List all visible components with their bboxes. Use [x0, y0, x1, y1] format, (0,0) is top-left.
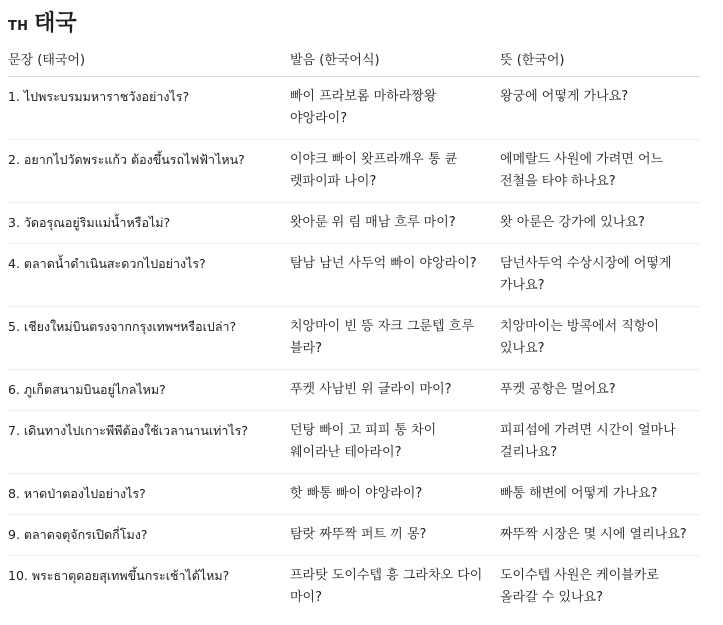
thai-sentence-cell: 9. ตลาดจตุจักรเปิดกี่โมง? [8, 515, 290, 556]
table-row [8, 203, 700, 244]
table-row [8, 556, 700, 619]
table-row [8, 244, 700, 307]
pronunciation-cell: 이야크 빠이 왓프라깨우 통 큔 렛파이파 나이? [290, 140, 500, 203]
thai-sentence-cell: 1. ไปพระบรมมหาราชวังอย่างไร? [8, 77, 290, 140]
pronunciation-cell: 푸켓 사남빈 위 글라이 마이? [290, 370, 500, 411]
thai-sentence-cell: 2. อยากไปวัดพระแก้ว ต้องขึ้นรถไฟฟ้าไหน? [8, 140, 290, 203]
table-row [8, 370, 700, 411]
table-row [8, 515, 700, 556]
page-title: 태국 [34, 11, 77, 36]
column-header-thai: 문장 (태국어) [8, 48, 290, 77]
meaning-cell: 푸켓 공항은 멀어요? [500, 370, 700, 411]
thai-sentence-cell: 6. ภูเก็ตสนามบินอยู่ไกลไหม? [8, 370, 290, 411]
pronunciation-cell: 빠이 프라보롬 마하라짱왕 야앙라이? [290, 77, 500, 140]
column-header-pronunciation: 발음 (한국어식) [290, 48, 500, 77]
meaning-cell: 빠통 해변에 어떻게 가나요? [500, 474, 700, 515]
column-header-meaning: 뜻 (한국어) [500, 48, 700, 77]
meaning-cell: 담넌사두억 수상시장에 어떻게 가나요? [500, 244, 700, 307]
meaning-cell: 왓 아룬은 강가에 있나요? [500, 203, 700, 244]
meaning-cell: 치앙마이는 방콕에서 직항이 있나요? [500, 307, 700, 370]
thai-sentence-cell: 4. ตลาดน้ำดำเนินสะดวกไปอย่างไร? [8, 244, 290, 307]
thai-sentence-cell: 7. เดินทางไปเกาะพีพีต้องใช้เวลานานเท่าไร? [8, 411, 290, 474]
page-heading [8, 6, 77, 37]
meaning-cell: 에메랄드 사원에 가려면 어느 전철을 타야 하나요? [500, 140, 700, 203]
thai-sentence-cell: 5. เชียงใหม่บินตรงจากกรุงเทพฯหรือเปล่า? [8, 307, 290, 370]
table-row [8, 77, 700, 140]
table-row [8, 140, 700, 203]
table-row [8, 411, 700, 474]
meaning-cell: 왕궁에 어떻게 가나요? [500, 77, 700, 140]
phrase-table [8, 48, 700, 618]
table-row [8, 474, 700, 515]
pronunciation-cell: 프라탓 도이수텝 흥 그라차오 다이 마이? [290, 568, 483, 605]
pronunciation-cell: 탐랏 짜뚜짝 퍼트 끼 몽? [290, 515, 500, 556]
pronunciation-cell: 던탕 빠이 고 피피 통 차이 웨이라난 테아라이? [290, 411, 500, 474]
thai-sentence-cell: 10. พระธาตุดอยสุเทพขึ้นกระเช้าได้ไหม? [8, 568, 230, 583]
meaning-cell: 피피섬에 가려면 시간이 얼마나 걸리나요? [500, 411, 700, 474]
country-code-label: TH [8, 19, 29, 34]
table-row [8, 307, 700, 370]
pronunciation-cell: 왓아룬 위 림 매남 흐루 마이? [290, 203, 500, 244]
pronunciation-cell: 탐남 남넌 사두억 빠이 야앙라이? [290, 244, 500, 307]
pronunciation-cell: 핫 빠통 빠이 야앙라이? [290, 474, 500, 515]
meaning-cell: 도이수텝 사원은 케이블카로 올라갈 수 있나요? [500, 568, 659, 605]
table-header-row [8, 48, 700, 77]
thai-sentence-cell: 3. วัดอรุณอยู่ริมแม่น้ำหรือไม่? [8, 203, 290, 244]
pronunciation-cell: 치앙마이 빈 뜽 자크 그룬텝 흐루 블라? [290, 307, 500, 370]
thai-sentence-cell: 8. หาดป่าตองไปอย่างไร? [8, 474, 290, 515]
meaning-cell: 짜뚜짝 시장은 몇 시에 열리나요? [500, 515, 700, 556]
